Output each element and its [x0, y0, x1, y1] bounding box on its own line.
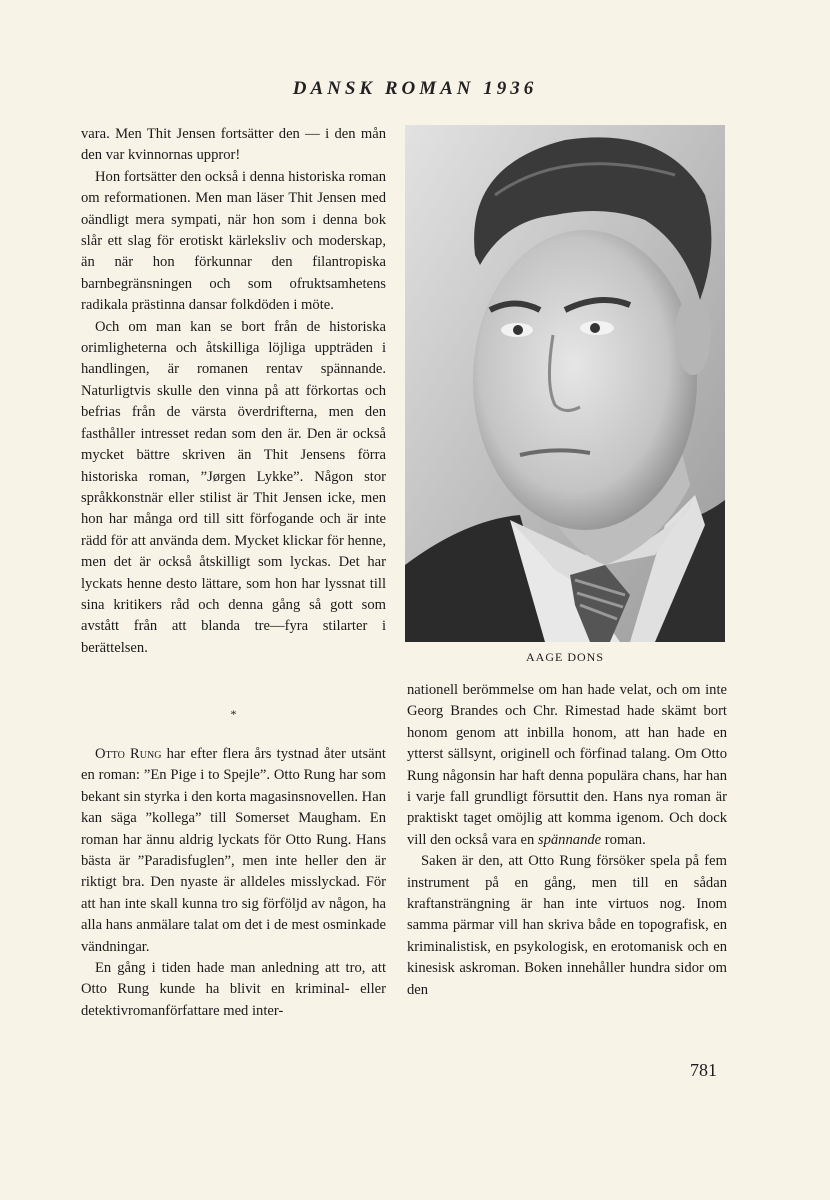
- paragraph-text: har efter flera års tystnad åter utsänt en roman: ”En Pige i to Spejle”. Otto Rung har som bekant sin styrka i den korta magasinsnovellen. Han kan säga ”kollega” till Somerset Maugham. En roman har ännu aldrig lyckats för Otto Rung. Hans bästa är ”Paradisfuglen”, men inte heller den är riktigt bra. Den nyaste är alldeles misslyckad. För att han inte skall kunna tro sig förföljd av någon, ha alla hans anmälare talat om det i de mest osminkade vändningar.: [81, 746, 386, 955]
- running-header: DANSK ROMAN 1936: [292, 78, 538, 99]
- paragraph: [81, 744, 386, 958]
- section-separator: *: [230, 707, 237, 721]
- emphasis: spännande: [537, 831, 602, 848]
- page-number: 781: [690, 1060, 717, 1080]
- paragraph-text: roman.: [601, 831, 646, 848]
- portrait-photo: [405, 125, 725, 642]
- portrait-image: [405, 125, 725, 642]
- paragraph: vara. Men Thit Jensen fortsätter den — i den mån den var kvinnornas uppror!: [81, 126, 386, 164]
- author-name: Otto Rung: [95, 746, 162, 762]
- paragraph: [407, 680, 727, 851]
- paragraph: Saken är den, att Otto Rung försöker spela på fem instrument på en gång, men till en sådan kraftansträngning är han inte virtuos nog. Inom samma pärmar vill han skriva både en topografisk, en kriminalistisk, en psykologisk, en erotomanisk och en kinesisk askroman. Boken innehåller hundra sidor om den: [407, 853, 727, 998]
- right-column: [407, 680, 727, 1001]
- paragraph-text: nationell berömmelse om han hade velat, och om inte Georg Brandes och Chr. Rimestad hade skämt bort honom genom att inbilla honom, att han hade en ytterst sällsynt, originell och förfinad talang. Om Otto Rung någonsin har haft denna populära chans, har han i varje fall grundligt försuttit den. Hans nya roman är praktiskt taget omöjlig att komma igenom. Och dock vill den också vara en: [407, 682, 727, 848]
- left-column-upper: [81, 124, 386, 659]
- photo-caption: AAGE DONS: [526, 650, 604, 664]
- paragraph: Hon fortsätter den också i denna historiska roman om reformationen. Men man läser Thit Jensen med oändligt mera sympati, när hon som i denna bok slår ett slag för erotiskt kärleksliv och moderskap, än när hon förkunnar den filantropiska barnbegränsningen och som ofruktsamhetens radikala prästinna dansar folkdöden i möte.: [81, 168, 386, 314]
- paragraph: En gång i tiden hade man anledning att tro, att Otto Rung kunde ha blivit en kriminal- eller detektivromanförfattare med inter-: [81, 960, 386, 1019]
- left-column-lower: [81, 744, 386, 1022]
- paragraph: Och om man kan se bort från de historiska orimligheterna och åtskilliga löjliga uppträden i handlingen, är romanen rentav spännande. Naturligtvis skulle den vinna på att förkortas och befrias från de värsta överdrifterna, men den fasthåller intresset redan som den är. Den är också mycket bättre skriven än Thit Jensens förra historiska roman, ”Jørgen Lykke”. Någon stor språkkonstnär eller stilist är Thit Jensen icke, men hon har många ord till sitt förfogande och är inte rädd för att använda dem. Mycket klickar för henne, men det är också åtskilligt som lyckas. Det har lyckats henne desto lättare, som hon har lyssnat till sina kritikers råd och denna gång så gott som avstått från att blanda tre—fyra stilarter i berättelsen.: [81, 318, 386, 656]
